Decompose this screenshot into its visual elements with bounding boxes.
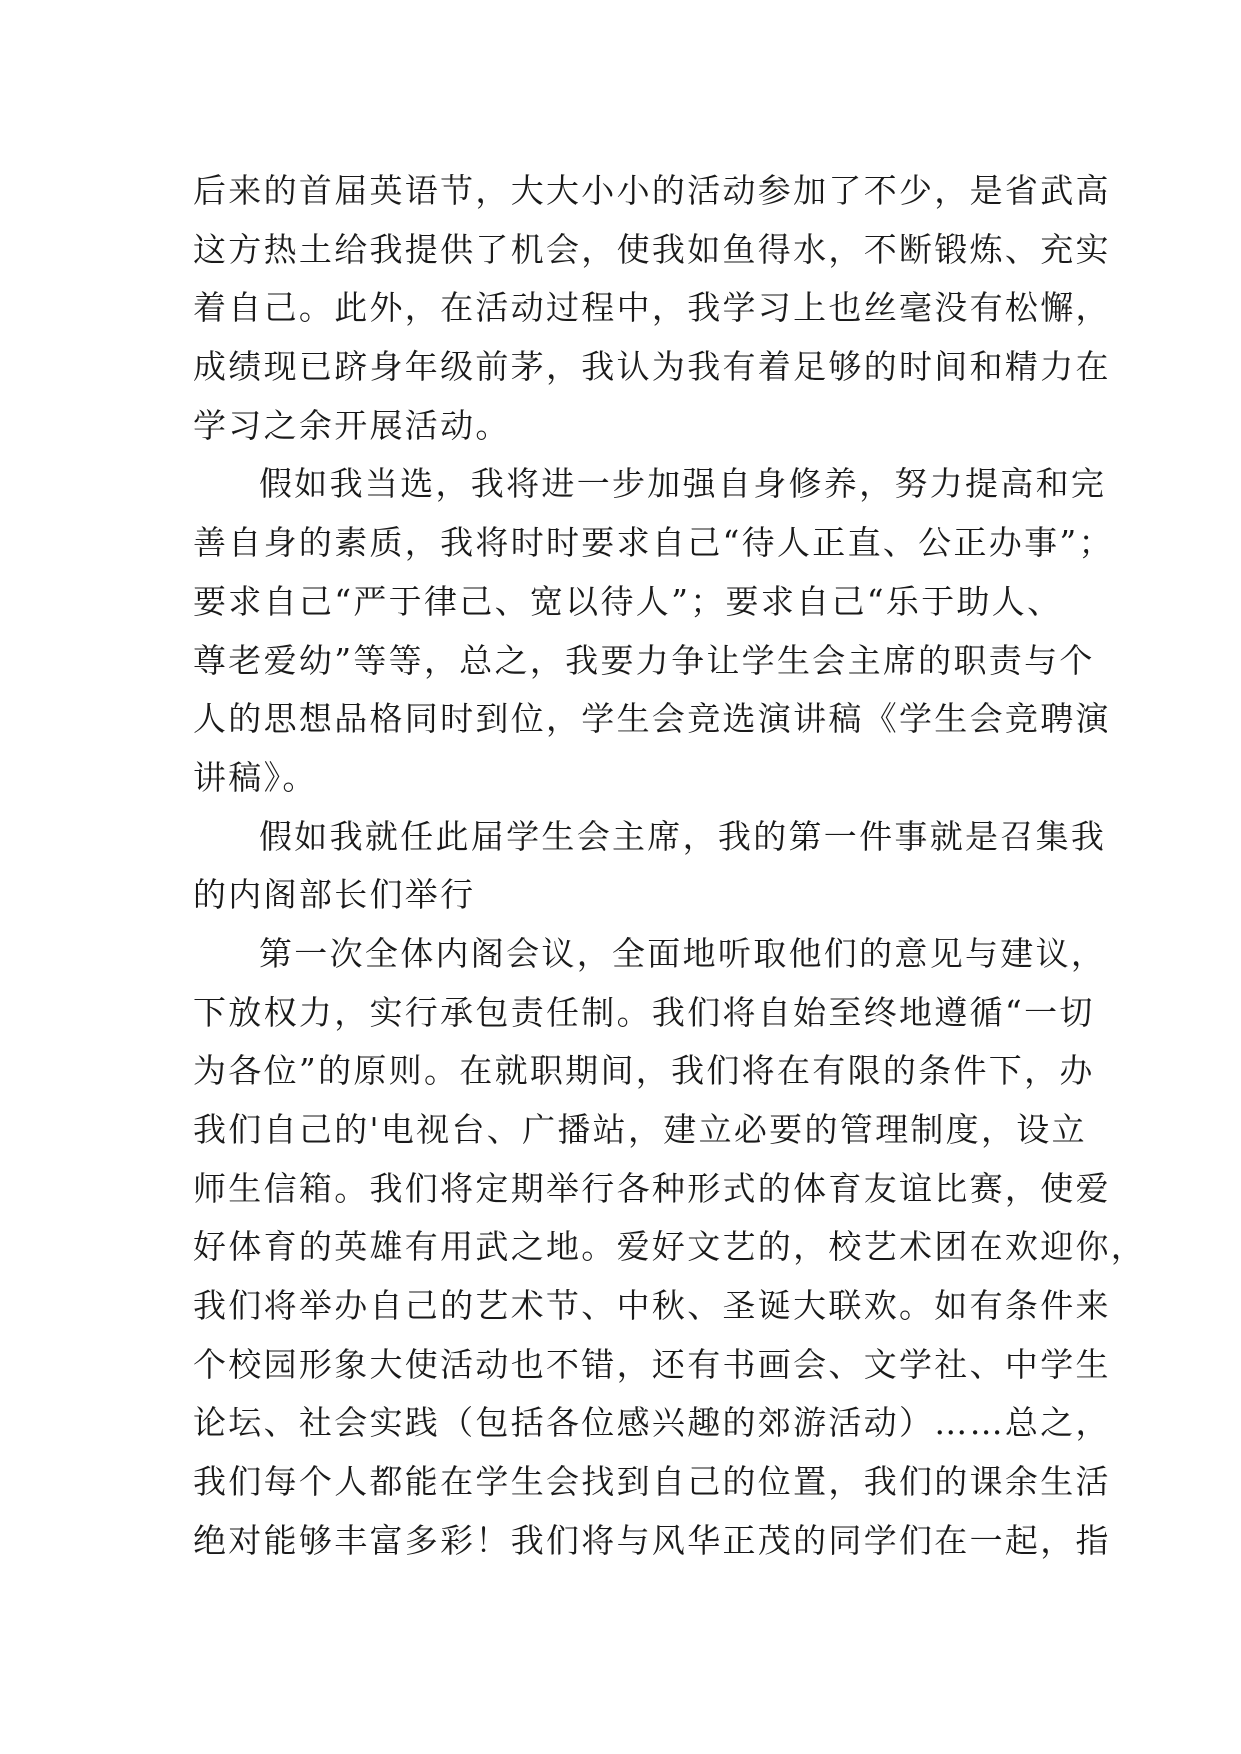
text-line: 尊老爱幼”等等，总之，我要力争让学生会主席的职责与个	[193, 640, 1095, 680]
text-line: 人的思想品格同时到位，学生会竞选演讲稿《学生会竞聘演	[193, 699, 1111, 739]
text-line: 我们每个人都能在学生会找到自己的位置，我们的课余生活	[193, 1462, 1111, 1502]
text-line: 论坛、社会实践（包括各位感兴趣的郊游活动）……总之，	[193, 1403, 1111, 1443]
text-line: 学习之余开展活动。	[193, 405, 511, 445]
text-line: 师生信箱。我们将定期举行各种形式的体育友谊比赛，使爱	[193, 1168, 1111, 1208]
text-line: 为各位”的原则。在就职期间，我们将在有限的条件下，办	[193, 1051, 1095, 1091]
text-line: 假如我当选，我将进一步加强自身修养，努力提高和完	[259, 464, 1107, 504]
text-line: 着自己。此外，在活动过程中，我学习上也丝毫没有松懈，	[193, 288, 1111, 328]
text-line: 下放权力，实行承包责任制。我们将自始至终地遵循“一切	[193, 992, 1095, 1032]
text-line: 第一次全体内阁会议，全面地听取他们的意见与建议，	[259, 933, 1107, 973]
text-line: 讲稿》。	[193, 757, 318, 797]
text-line: 的内阁部长们举行	[193, 875, 476, 915]
text-line: 好体育的英雄有用武之地。爱好文艺的，校艺术团在欢迎你，	[193, 1227, 1147, 1267]
text-line: 要求自己“严于律己、宽以待人”；要求自己“乐于助人、	[193, 581, 1063, 621]
text-line: 这方热土给我提供了机会，使我如鱼得水，不断锻炼、充实	[193, 229, 1111, 269]
text-line: 我们将举办自己的艺术节、中秋、圣诞大联欢。如有条件来	[193, 1286, 1111, 1326]
text-line: 绝对能够丰富多彩！我们将与风华正茂的同学们在一起，指	[193, 1520, 1111, 1560]
text-line: 个校园形象大使活动也不错，还有书画会、文学社、中学生	[193, 1344, 1111, 1384]
text-line: 善自身的素质，我将时时要求自己“待人正直、公正办事”；	[193, 523, 1114, 563]
text-line: 后来的首届英语节，大大小小的活动参加了不少，是省武高	[193, 171, 1111, 210]
text-line: 我们自己的'电视台、广播站，建立必要的管理制度，设立	[193, 1110, 1087, 1149]
text-line: 成绩现已跻身年级前茅，我认为我有着足够的时间和精力在	[193, 347, 1111, 387]
document-body	[193, 162, 1147, 1571]
text-line: 假如我就任此届学生会主席，我的第一件事就是召集我	[259, 816, 1107, 856]
